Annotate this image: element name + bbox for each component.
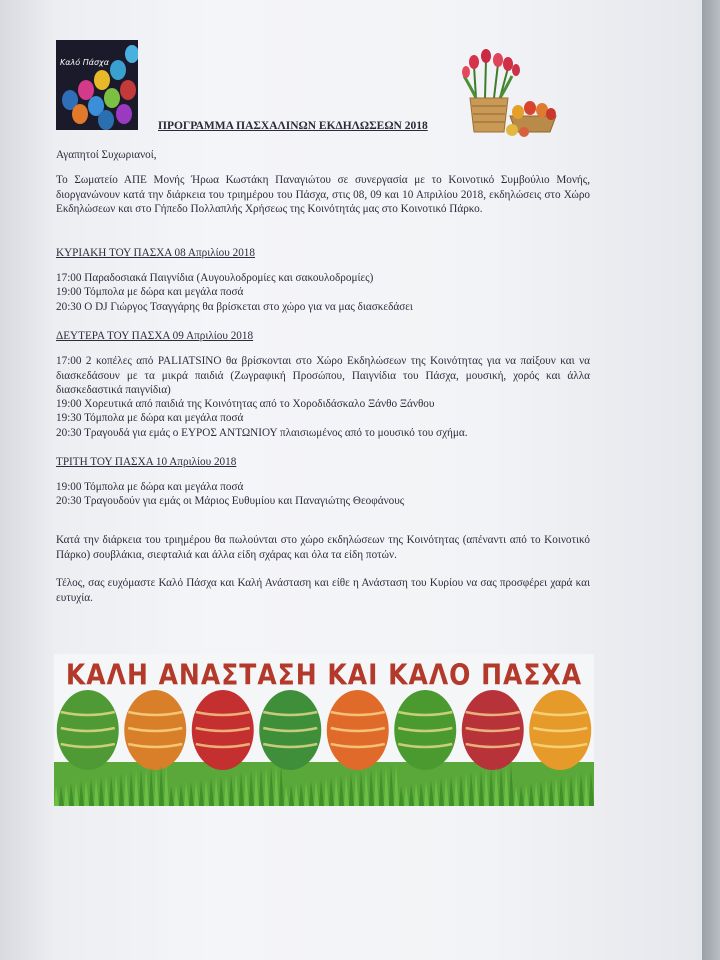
logo-caption: Καλό Πάσχα <box>60 58 110 67</box>
banner-greeting: ΚΑΛΗ ΑΝΑΣΤΑΣΗ ΚΑΙ ΚΑΛΟ ΠΑΣΧΑ <box>65 657 583 692</box>
event-item: 19:00 Τόμπολα με δώρα και μεγάλα ποσά <box>56 481 244 493</box>
easter-banner <box>54 654 594 806</box>
event-item: 19:00 Τόμπολα με δώρα και μεγάλα ποσά <box>56 286 244 298</box>
event-item: 17:00 2 κοπέλες από PALIATSINO θα βρίσκονται στο Χώρο Εκδηλώσεων της Κοινότητας για να παίξουν και να διασκεδάσουν με τα μικρά παιδιά (Ζωγραφική Προσώπου, Παιγνίδια του Πάσχα, μουσική, χορός και άλλα διασκεδαστικά παιγνίδια) <box>56 355 590 397</box>
event-item: 20:30 Τραγουδούν για εμάς οι Μάριος Ευθυμίου και Παναγιώτης Θεοφάνους <box>56 495 405 507</box>
event-item: 20:30 Τραγουδά για εμάς ο ΕΥΡΟΣ ΑΝΤΩΝΙΟΥ πλαισιωμένος από το μουσικό του σχήμα. <box>56 427 468 439</box>
tulip-basket-image <box>452 46 562 138</box>
intro-paragraph: Το Σωματείο ΑΠΕ Μονής Ήρωα Κωστάκη Παναγιώτου σε συνεργασία με το Κοινοτικό Συμβούλιο Μονής, διοργανώνουν κατά την διάρκεια του τριημέρου του Πάσχα, στις 08, 09 και 10 Απριλίου 2018, εκδηλώσεις στο Χώρο Εκδηλώσεων και στο Γήπεδο Πολλαπλής Χρήσεως της Κοινότητάς μας στο Κοινοτικό Πάρκο. <box>56 174 590 216</box>
event-item: 20:30 Ο DJ Γιώργος Τσαγγάρης θα βρίσκεται στο χώρο για να μας διασκεδάσει <box>56 301 413 313</box>
food-note-paragraph: Κατά την διάρκεια του τριημέρου θα πωλούνται στο χώρο εκδηλώσεων της Κοινότητας (απέναντι από το Κοινοτικό Πάρκο) σουβλάκια, σιεφταλιά και άλλα είδη σχάρας και όλα τα είδη ποτών. <box>56 534 590 561</box>
day-heading-monday: ΔΕΥΤΕΡΑ ΤΟΥ ΠΑΣΧΑ 09 Απριλίου 2018 <box>56 330 254 342</box>
event-item: 19:30 Τόμπολα με δώρα και μεγάλα ποσά <box>56 412 244 424</box>
easter-logo-image <box>56 40 138 130</box>
greeting: Αγαπητοί Συχωριανοί, <box>56 149 157 161</box>
event-item: 17:00 Παραδοσιακά Παιγνίδια (Αυγουλοδρομίες και σακουλοδρομίες) <box>56 272 374 284</box>
page-title: ΠΡΟΓΡΑΜΜΑ ΠΑΣΧΑΛΙΝΩΝ ΕΚΔΗΛΩΣΕΩΝ 2018 <box>158 120 428 132</box>
day-heading-tuesday: ΤΡΙΤΗ ΤΟΥ ΠΑΣΧΑ 10 Απριλίου 2018 <box>56 456 237 468</box>
event-item: 19:00 Χορευτικά από παιδιά της Κοινότητας από το Χοροδιδάσκαλο Ξάνθο Ξάνθου <box>56 398 435 410</box>
page-edge-shadow <box>702 0 720 960</box>
closing-paragraph: Τέλος, σας ευχόμαστε Καλό Πάσχα και Καλή Ανάσταση και είθε η Ανάσταση του Κυρίου να σας προσφέρει χαρά και ευτυχία. <box>56 577 590 604</box>
day-heading-sunday: ΚΥΡΙΑΚΗ ΤΟΥ ΠΑΣΧΑ 08 Απριλίου 2018 <box>56 247 255 259</box>
